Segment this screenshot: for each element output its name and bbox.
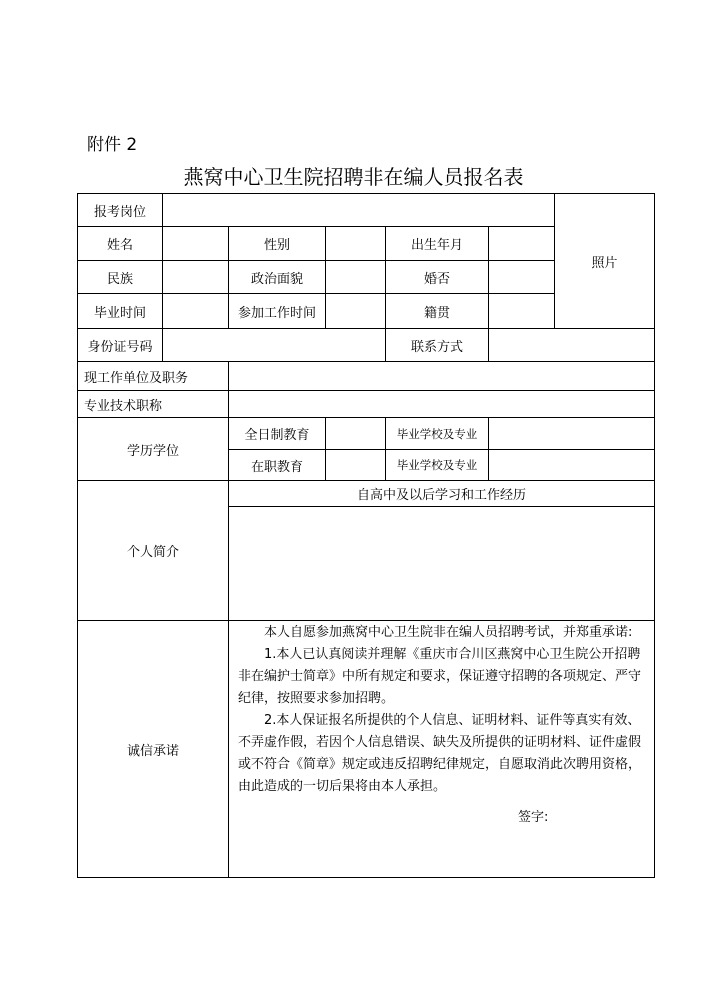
education-label: 学历学位 [126,443,179,459]
gender-label: 性别 [263,238,290,253]
photo-placeholder: 照片 [591,255,618,271]
pledge-text [238,622,653,798]
contact-label: 联系方式 [410,339,463,355]
pledge-paragraph-1: 本人自愿参加燕窝中心卫生院非在编人员招聘考试，并郑重承诺: [264,625,633,640]
ethnicity-label: 民族 [106,271,133,287]
parttime-education-label: 在职教育 [250,459,303,475]
fulltime-education-label: 全日制教育 [244,428,310,443]
marital-label: 婚否 [423,271,450,287]
profile-label: 个人简介 [126,545,179,560]
position-label: 报考岗位 [93,204,146,220]
professional-title-label: 专业技术职称 [84,398,163,414]
signature-label: 签字: [518,810,549,825]
pledge-paragraph-3: 2.本人保证报名所提供的个人信息、证明材料、证件等真实有效、不弄虚作假，若因个人信息错误、缺失及所提供的证明材料、证件虚假或不符合《简章》规定或违反招聘纪律规定，自愿取消此次聘用资格，由此造成的一切后果将由本人承担。 [238,713,642,794]
work-start-label: 参加工作时间 [237,305,316,321]
pledge-label: 诚信承诺 [126,743,179,759]
id-label: 身份证号码 [87,339,153,355]
workplace-label: 现工作单位及职务 [84,370,189,386]
attachment-label: 附件 2 [87,135,138,155]
graduation-label: 毕业时间 [93,305,146,321]
name-label: 姓名 [106,238,133,253]
registration-form [77,193,655,878]
native-label: 籍贯 [423,305,450,321]
parttime-school-major-label: 毕业学校及专业 [396,458,478,472]
pledge-paragraph-2: 1.本人已认真阅读并理解《重庆市合川区燕窝中心卫生院公开招聘非在编护士简章》中所有规定和要求，保证遵守招聘的各项规定、严守纪律，按照要求参加招聘。 [238,647,642,706]
birth-label: 出生年月 [410,238,463,253]
page-title: 燕窝中心卫生院招聘非在编人员报名表 [183,165,524,189]
political-label: 政治面貌 [250,271,303,287]
profile-header: 自高中及以后学习和工作经历 [356,488,526,503]
fulltime-school-major-label: 毕业学校及专业 [396,426,478,441]
